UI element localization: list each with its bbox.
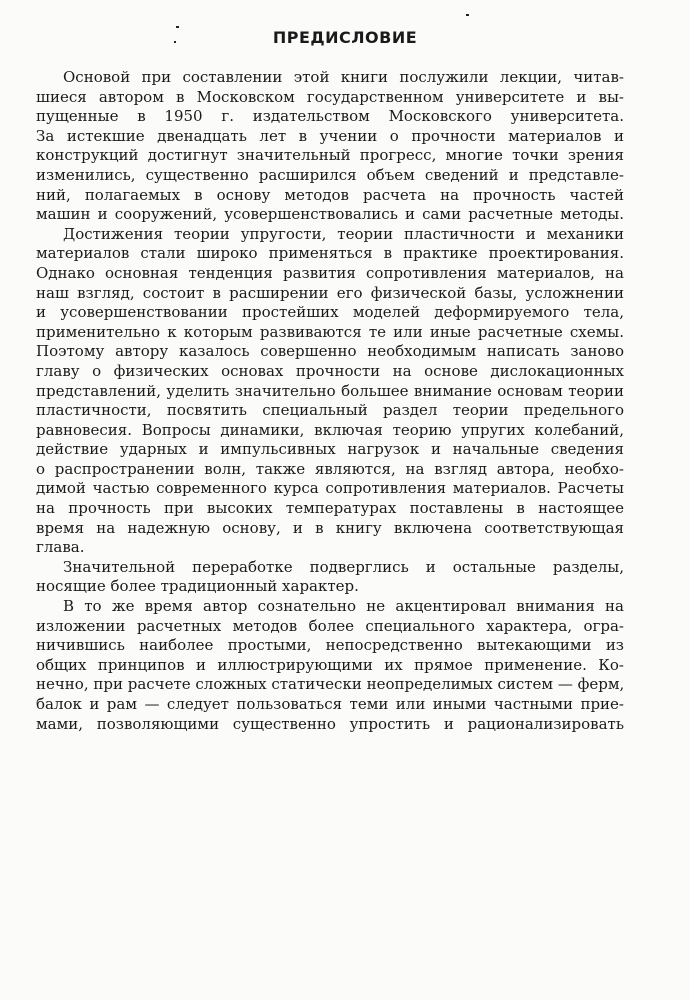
- text-line: представлений, уделить значительно большее внимание основам теории: [36, 381, 624, 400]
- text-line: на прочность при высоких температурах поставлены в настоящее: [36, 499, 624, 518]
- text-line: носящие более традиционный характер.: [36, 577, 359, 596]
- text-line: ний, полагаемых в основу методов расчета на прочность частей: [36, 185, 624, 204]
- text-line: главу о физических основах прочности на основе дислокационных: [36, 361, 624, 380]
- text-line: балок и рам — следует пользоваться теми или иными частными прие-: [36, 695, 624, 713]
- text-line: За истекшие двенадцать лет в учении о прочности материалов и: [36, 126, 624, 145]
- text-line: Достижения теории упругости, теории пластичности и механики: [63, 224, 624, 243]
- text-line: нечно, при расчете сложных статически неопределимых систем — ферм,: [36, 675, 624, 694]
- text-line: мами, позволяющими существенно упростить и рационализировать: [36, 714, 624, 733]
- text-line: материалов стали широко применяться в практике проектирования.: [36, 244, 624, 263]
- text-line: димой частью современного курса сопротивления материалов. Расчеты: [36, 479, 624, 498]
- text-line: глава.: [36, 538, 85, 557]
- page-title: ПРЕДИСЛОВИЕ: [272, 28, 418, 47]
- text-line: наш взгляд, состоит в расширении его физической базы, усложнении: [36, 283, 624, 302]
- text-line: В то же время автор сознательно не акцентировал внимания на: [63, 597, 624, 616]
- text-line: время на надежную основу, и в книгу включена соответствующая: [36, 518, 624, 537]
- text-line: ничившись наиболее простыми, непосредственно вытекающими из: [36, 636, 624, 655]
- body-text: [36, 68, 624, 734]
- text-line: равновесия. Вопросы динамики, включая теорию упругих колебаний,: [36, 420, 624, 439]
- text-line: машин и сооружений, усовершенствовались и сами расчетные методы.: [36, 205, 624, 224]
- text-line: Однако основная тенденция развития сопротивления материалов, на: [36, 263, 624, 282]
- text-line: и усовершенствовании простейших моделей деформируемого тела,: [36, 303, 624, 322]
- text-line: Основой при составлении этой книги послужили лекции, читав-: [63, 68, 624, 86]
- text-line: действие ударных и импульсивных нагрузок и начальные сведения: [36, 440, 624, 459]
- scan-speck: [466, 14, 469, 16]
- text-line: пластичности, посвятить специальный раздел теории предельного: [36, 401, 624, 420]
- text-line: Значительной переработке подверглись и остальные разделы,: [63, 557, 624, 576]
- text-line: пущенные в 1950 г. издательством Московского университета.: [36, 107, 624, 126]
- text-line: изложении расчетных методов более специального характера, огра-: [36, 616, 624, 635]
- text-line: общих принципов и иллюстрирующими их прямое применение. Ко-: [36, 655, 624, 674]
- text-line: о распространении волн, также являются, на взгляд автора, необхо-: [36, 459, 624, 478]
- text-line: применительно к которым развиваются те или иные расчетные схемы.: [36, 322, 624, 341]
- text-line: конструкций достигнут значительный прогресс, многие точки зрения: [36, 146, 624, 165]
- text-line: шиеся автором в Московском государственном университете и вы-: [36, 87, 624, 106]
- text-line: изменились, существенно расширился объем сведений и представле-: [36, 165, 624, 184]
- text-line: Поэтому автору казалось совершенно необходимым написать заново: [36, 342, 624, 361]
